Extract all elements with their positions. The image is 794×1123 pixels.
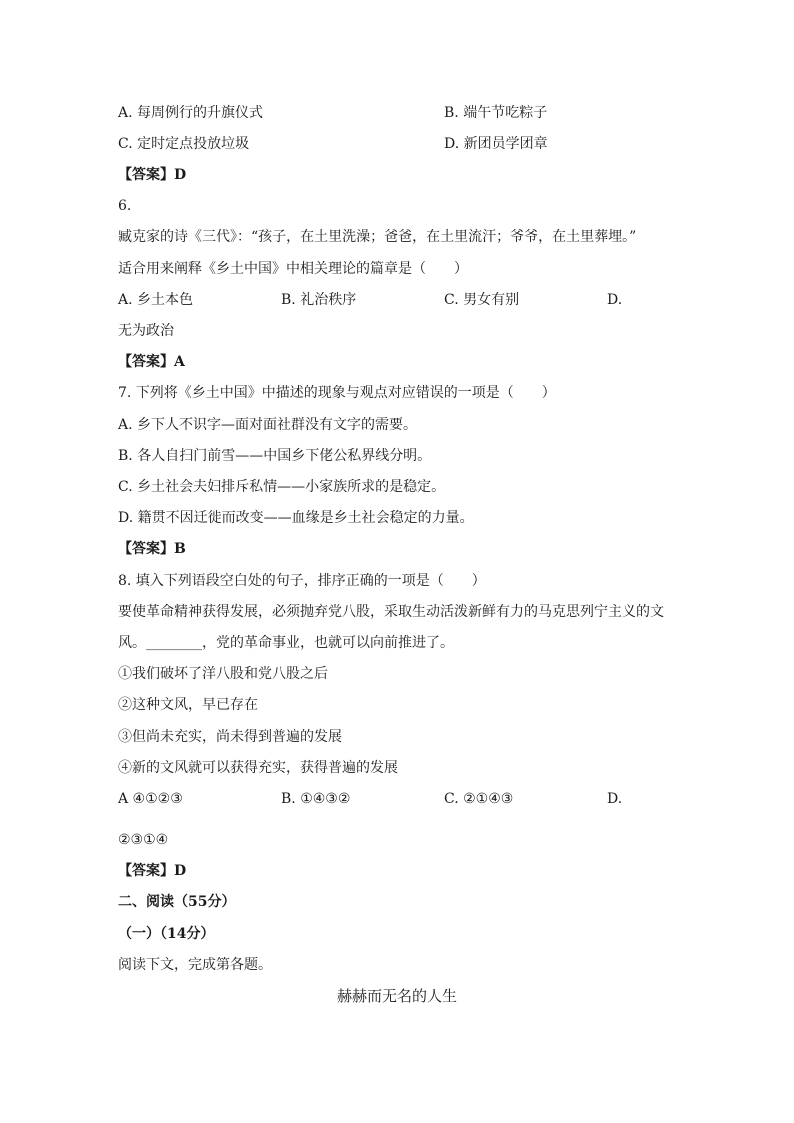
q8-option-b: B. ①④③② xyxy=(281,791,351,807)
q7-option-b: B. 各人自扫门前雪——中国乡下佬公私界线分明。 xyxy=(118,448,432,464)
q8-option-d-text: ②③①④ xyxy=(118,832,169,848)
q6-option-d-text: 无为政治 xyxy=(118,323,174,339)
q6-stem-line2: 适合用来阐释《乡土中国》中相关理论的篇章是（ ） xyxy=(118,261,468,277)
section-part-heading: （一）（14分） xyxy=(118,926,215,942)
section-title: 二、阅读（55分） xyxy=(118,894,236,910)
q8-sentence-3: ③但尚未充实，尚未得到普遍的发展 xyxy=(118,729,342,745)
q6-stem-line1: 臧克家的诗《三代》：“孩子，在土里洗澡；爸爸，在土里流汗；爷爷，在土里葬埋。” xyxy=(118,229,637,245)
q8-sentence-1: ①我们破坏了洋八股和党八股之后 xyxy=(118,666,328,682)
q7-answer: 【答案】B xyxy=(118,541,186,557)
q8-sentence-2: ②这种文风，早已存在 xyxy=(118,697,258,713)
q5-option-c: C. 定时定点投放垃圾 xyxy=(118,136,250,152)
q6-option-d: D. xyxy=(607,292,623,308)
q8-answer: 【答案】D xyxy=(118,863,187,879)
q7-option-c: C. 乡土社会夫妇排斥私情——小家族所求的是稳定。 xyxy=(118,479,446,495)
q5-option-d: D. 新团员学团章 xyxy=(444,136,548,152)
q6-option-a: A. 乡土本色 xyxy=(118,292,194,308)
q7-option-a: A. 乡下人不识字—面对面社群没有文字的需要。 xyxy=(118,417,418,433)
q8-option-c: C. ②①④③ xyxy=(444,791,514,807)
q8-option-d: D. xyxy=(607,791,623,807)
q6-number: 6. xyxy=(118,198,132,214)
q5-answer: 【答案】D xyxy=(118,167,187,183)
q6-option-b: B. 礼治秩序 xyxy=(281,292,357,308)
q7-option-d: D. 籍贯不因迁徙而改变——血缘是乡土社会稳定的力量。 xyxy=(118,510,474,526)
q8-option-a: A ④①②③ xyxy=(118,791,183,807)
q5-option-a: A. 每周例行的升旗仪式 xyxy=(118,105,264,121)
q5-option-b: B. 端午节吃粽子 xyxy=(444,105,548,121)
article-title: 赫赫而无名的人生 xyxy=(336,987,457,1005)
reading-instruction: 阅读下文，完成第各题。 xyxy=(118,957,272,973)
q7-stem: 7. 下列将《乡土中国》中描述的现象与观点对应错误的一项是（ ） xyxy=(118,385,556,401)
q8-passage-line2: 风。________，党的革命事业，也就可以向前推进了。 xyxy=(118,635,454,651)
q8-stem: 8. 填入下列语段空白处的句子，排序正确的一项是（ ） xyxy=(118,573,486,589)
q6-option-c: C. 男女有别 xyxy=(444,292,520,308)
q8-sentence-4: ④新的文风就可以获得充实，获得普遍的发展 xyxy=(118,760,398,776)
q6-answer: 【答案】A xyxy=(118,354,185,370)
q8-passage-line1: 要使革命精神获得发展，必须抛弃党八股，采取生动活泼新鲜有力的马克思列宁主义的文 xyxy=(118,604,664,620)
